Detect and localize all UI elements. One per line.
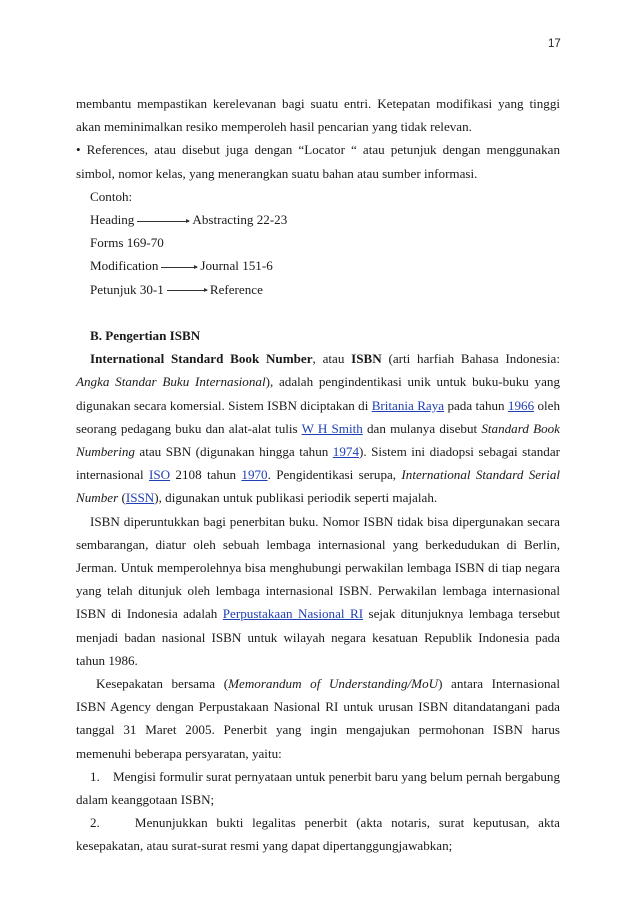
example-row-modification (76, 254, 560, 277)
link-issn[interactable]: ISSN (125, 490, 155, 506)
list-number: 1. (90, 768, 100, 784)
list-text: Mengisi formulir surat pernyataan untuk penerbit baru yang belum pernah bergabung dalam keanggotaan ISBN; (76, 768, 561, 808)
arrow-icon (137, 221, 189, 222)
link-wh-smith[interactable]: W H Smith (301, 420, 363, 436)
link-1974[interactable]: 1974 (332, 444, 359, 460)
link-1966[interactable]: 1966 (507, 397, 535, 413)
term-isbn: ISBN (351, 351, 382, 367)
link-perpustakaan-nasional[interactable]: Perpustakaan Nasional RI (222, 606, 364, 622)
example-row-left: Petunjuk 30-1 (90, 281, 164, 297)
paragraph-mou: Kesepakatan bersama (Memorandum of Understanding/MoU) antara Internasional ISBN Agency dengan Perpustakaan Nasional RI untuk urusan ISBN ditandatangani pada tanggal 31 Maret 2005. Penerbit yang ingin mengajukan permohonan ISBN harus memenuhi beberapa persyaratan, yaitu: (76, 676, 560, 761)
example-row-right: Journal 151-6 (200, 258, 273, 274)
paragraph-isbn-usage: ISBN diperuntukkan bagi penerbitan buku. Nomor ISBN tidak bisa dipergunakan secara sembarangan, diatur oleh sebuah lembaga internasional yang berkedudukan di Berlin, Jerman. Untuk memperolehnya bisa menghubungi perwakilan lembaga ISBN di tiap negara yang telah ditunjuk oleh lembaga internasional ISBN. Perwakilan lembaga internasional ISBN di Indonesia adalah Perpustakaan Nasional RI sejak ditunjuknya lembaga tersebut menjadi badan nasional ISBN untuk wilayah negara kesatuan Republik Indonesia pada tahun 1986. (76, 513, 560, 668)
term-mou: Memorandum of Understanding/MoU (228, 676, 439, 692)
example-row-left: Forms 169-70 (90, 235, 164, 251)
arrow-icon (167, 290, 207, 291)
page-number: 17 (548, 38, 561, 50)
example-row-right: Reference (209, 281, 263, 297)
paragraph-references: • References, atau disebut juga dengan “Locator “ atau petunjuk dengan menggunakan simbol, nomor kelas, yang menerangkan suatu bahan atau sumber informasi. (76, 142, 560, 181)
example-label: Contoh: (90, 188, 133, 204)
example-row-left: Modification (90, 258, 159, 274)
link-iso[interactable]: ISO (148, 467, 171, 483)
list-item (76, 765, 560, 811)
term-sbn: Standard Book Numbering (76, 420, 560, 460)
link-britania-raya[interactable]: Britania Raya (371, 397, 445, 413)
paragraph-isbn-definition: International Standard Book Number, atau ISBN (arti harfiah Bahasa Indonesia: Angka Standar Buku Internasional), adalah pengindentikasi unik untuk buku-buku yang digunakan secara komersial. Sistem ISBN diciptakan di Britania Raya pada tahun 1966 oleh seorang pedagang buku dan alat-alat tulis W H Smith dan mulanya disebut Standard Book Numbering atau SBN (digunakan hingga tahun 1974). Sistem ini diadopsi sebagai standar internasional ISO 2108 tahun 1970. Pengidentikasi serupa, International Standard Serial Number (ISSN), digunakan untuk publikasi periodik seperti majalah. (76, 351, 561, 506)
example-row-forms (76, 231, 560, 254)
paragraph-intro: membantu mempastikan kerelevanan bagi suatu entri. Ketepatan modifikasi yang tinggi akan meminimalkan resiko memperoleh hasil pencarian yang tidak relevan. (76, 96, 560, 135)
spacer (76, 301, 560, 324)
term-issn-full: International Standard Serial Number (76, 467, 561, 506)
list-number: 2. (90, 815, 100, 831)
term-indonesian: Angka Standar Buku Internasional (76, 374, 266, 390)
example-row-petunjuk (76, 278, 560, 301)
page-body (76, 92, 560, 858)
example-row-right: Abstracting 22-23 (192, 212, 288, 228)
example-row-left: Heading (90, 212, 135, 228)
term-isbn-full: International Standard Book Number (90, 351, 313, 367)
link-1970[interactable]: 1970 (241, 467, 268, 483)
example-row-heading (76, 208, 560, 231)
list-item (76, 811, 560, 857)
arrow-icon (161, 267, 197, 268)
list-text: Menunjukkan bukti legalitas penerbit (akta notaris, surat keputusan, akta kesepakatan, atau surat-surat resmi yang dapat dipertanggungjawabkan; (76, 815, 560, 854)
section-heading: B. Pengertian ISBN (90, 328, 201, 344)
